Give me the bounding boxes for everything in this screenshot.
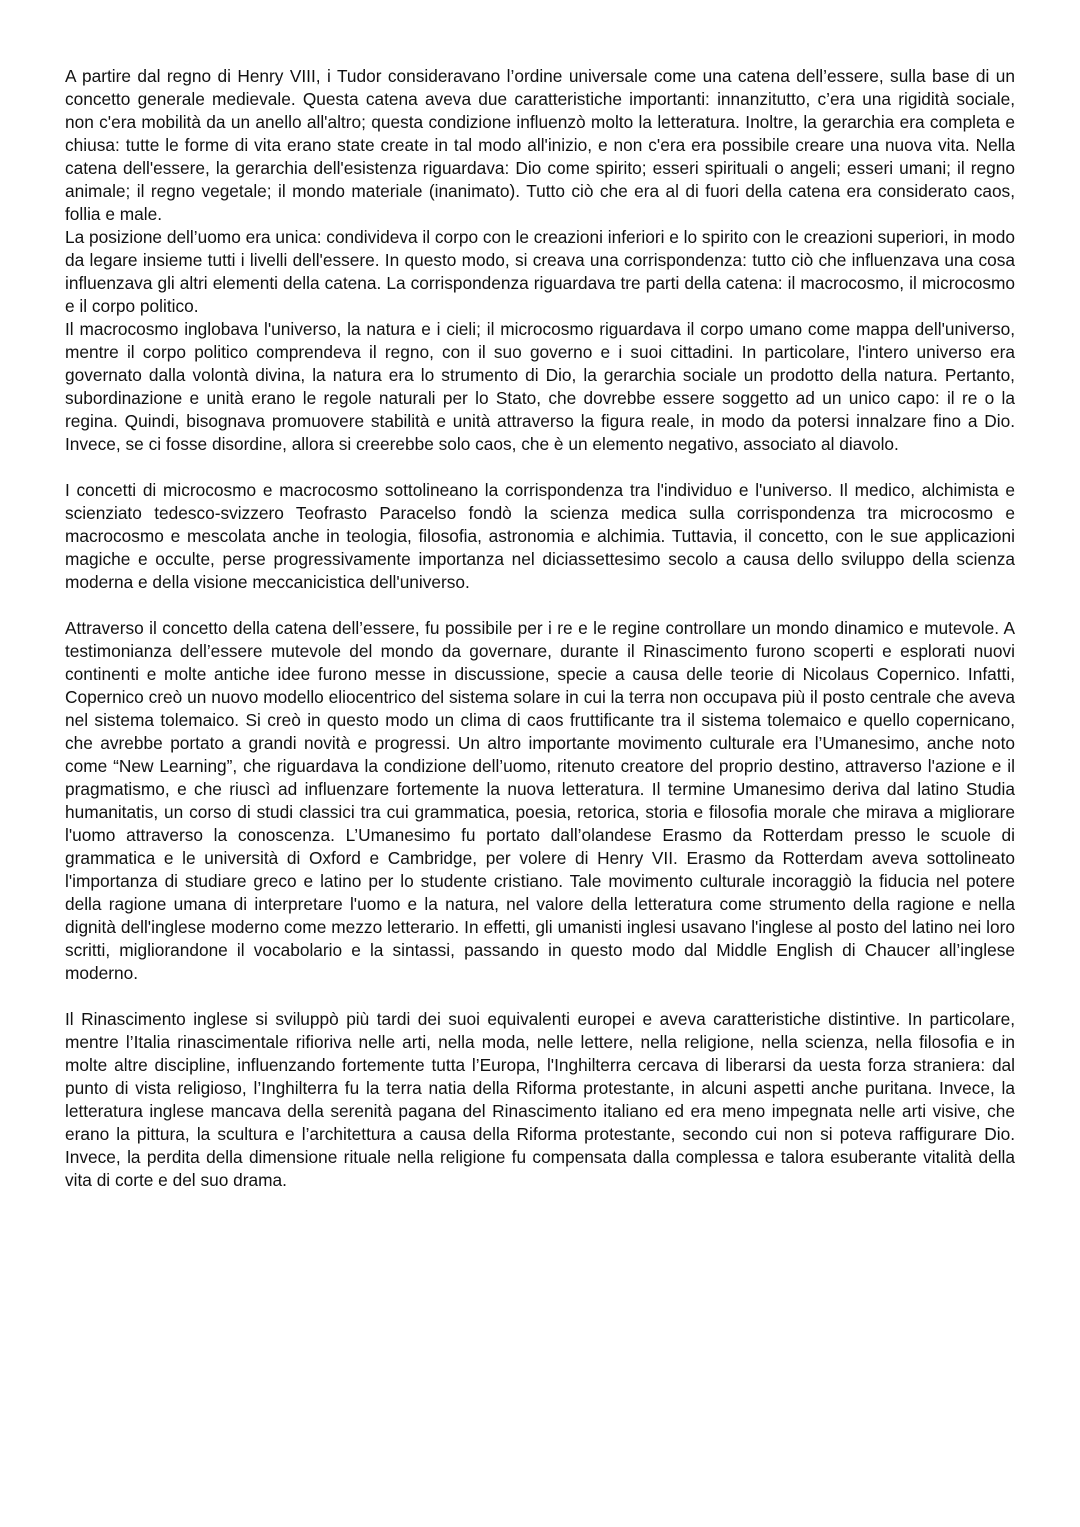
document-page [65,65,1015,1192]
paragraph-humanism: Attraverso il concetto della catena dell’essere, fu possibile per i re e le regine controllare un mondo dinamico e mutevole. A testimonianza dell’essere mutevole del mondo da governare, durante il Rinascimento furono scoperti e esplorati nuovi continenti e molte antiche idee furono messe in discussione, specie a causa delle teorie di Nicolaus Copernico. Infatti, Copernico creò un nuovo modello eliocentrico del sistema solare in cui la terra non occupava più il posto centrale che aveva nel sistema tolemaico. Si creò in questo modo un clima di caos fruttificante tra il sistema tolemaico e quello copernicano, che avrebbe portato a grandi novità e progressi. Un altro importante movimento culturale era l’Umanesimo, anche noto come “New Learning”, che riguardava la condizione dell’uomo, ritenuto creatore del proprio destino, attraverso l'azione e il pragmatismo, e che riuscì ad influenzare fortemente la nuova letteratura. Il termine Umanesimo deriva dal latino Studia humanitatis, un corso di studi classici tra cui grammatica, poesia, retorica, storia e filosofia morale che mirava a migliorare l'uomo attraverso la conoscenza. L’Umanesimo fu portato dall’olandese Erasmo da Rotterdam presso le scuole di grammatica e le università di Oxford e Cambridge, per volere di Henry VII. Erasmo da Rotterdam aveva sottolineato l'importanza di studiare greco e latino per lo studente cristiano. Tale movimento culturale incoraggiò la fiducia nel potere della ragione umana di interpretare l'uomo e la natura, nel valore della letteratura come strumento della ragione e nella dignità dell'inglese moderno come mezzo letterario. In effetti, gli umanisti inglesi usavano l'inglese al posto del latino nei loro scritti, migliorandone il vocabolario e la sintassi, passando in questo modo dal Middle English di Chaucer all’inglese moderno. [65,618,1015,983]
paragraph-chain-of-being: A partire dal regno di Henry VIII, i Tudor consideravano l’ordine universale come una catena dell’essere, sulla base di un concetto generale medievale. Questa catena aveva due caratteristiche importanti: innanzitutto, c’era una rigidità sociale, non c'era mobilità da un anello all'altro; questa condizione influenzò molto la letteratura. Inoltre, la gerarchia era completa e chiusa: tutte le forme di vita erano state create in tal modo all'inizio, e non c'era era possibile creare una nuova vita. Nella catena dell'essere, la gerarchia dell'esistenza riguardava: Dio come spirito; esseri spirituali o angeli; esseri umani; il regno animale; il regno vegetale; il mondo materiale (inanimato). Tutto ciò che era al di fuori della catena era considerato caos, follia e male. [65,66,1015,224]
paragraph-position-of-man: La posizione dell’uomo era unica: condivideva il corpo con le creazioni inferiori e lo spirito con le creazioni superiori, in modo da legare insieme tutti i livelli dell'essere. In questo modo, si creava una corrispondenza: tutto ciò che influenzava una cosa influenzava gli altri elementi della catena. La corrispondenza riguardava tre parti della catena: il macrocosmo, il microcosmo e il corpo politico. [65,227,1016,316]
paragraph-microcosm-macrocosm: I concetti di microcosmo e macrocosmo sottolineano la corrispondenza tra l'individuo e l'universo. Il medico, alchimista e scienziato tedesco-svizzero Teofrasto Paracelso fondò la scienza medica sulla corrispondenza tra microcosmo e macrocosmo e mescolata anche in teologia, filosofia, astronomia e alchimia. Tuttavia, il concetto, con le sue applicazioni magiche e occulte, perse progressivamente importanza nel diciassettesimo secolo a causa dello sviluppo della scienza moderna e della visione meccanicistica dell'universo. [65,480,1015,592]
paragraph-macrocosm: Il macrocosmo inglobava l'universo, la natura e i cieli; il microcosmo riguardava il corpo umano come mappa dell'universo, mentre il corpo politico comprendeva il regno, con il suo governo e i suoi cittadini. In particolare, l'intero universo era governato dalla volontà divina, la natura era lo strumento di Dio, la gerarchia sociale un prodotto della natura. Pertanto, subordinazione e unità erano le regole naturali per lo Stato, che dovrebbe essere soggetto ad un unico capo: il re o la regina. Quindi, bisognava promuovere stabilità e unità attraverso la figura reale, in modo da potersi innalzare fino a Dio. Invece, se ci fosse disordine, allora si creerebbe solo caos, che è un elemento negativo, associato al diavolo. [65,319,1015,454]
paragraph-english-renaissance: Il Rinascimento inglese si sviluppò più tardi dei suoi equivalenti europei e aveva caratteristiche distintive. In particolare, mentre l’Italia rinascimentale rifioriva nelle arti, nella moda, nelle lettere, nella religione, nella scienza, nella filosofia e in molte altre discipline, influenzando fortemente tutta l’Europa, l'Inghilterra cercava di liberarsi da uesta forza straniera: dal punto di vista religioso, l’Inghilterra fu la terra natia della Riforma protestante, in alcuni aspetti anche puritana. Invece, la letteratura inglese mancava della serenità pagana del Rinascimento italiano ed era meno impegnata nelle arti visive, che erano la pittura, la scultura e l’architettura a causa della Riforma protestante, secondo cui non si poteva raffigurare Dio. Invece, la perdita della dimensione rituale nella religione fu compensata dalla complessa e talora esuberante vitalità della vita di corte e del suo drama. [65,1009,1015,1190]
